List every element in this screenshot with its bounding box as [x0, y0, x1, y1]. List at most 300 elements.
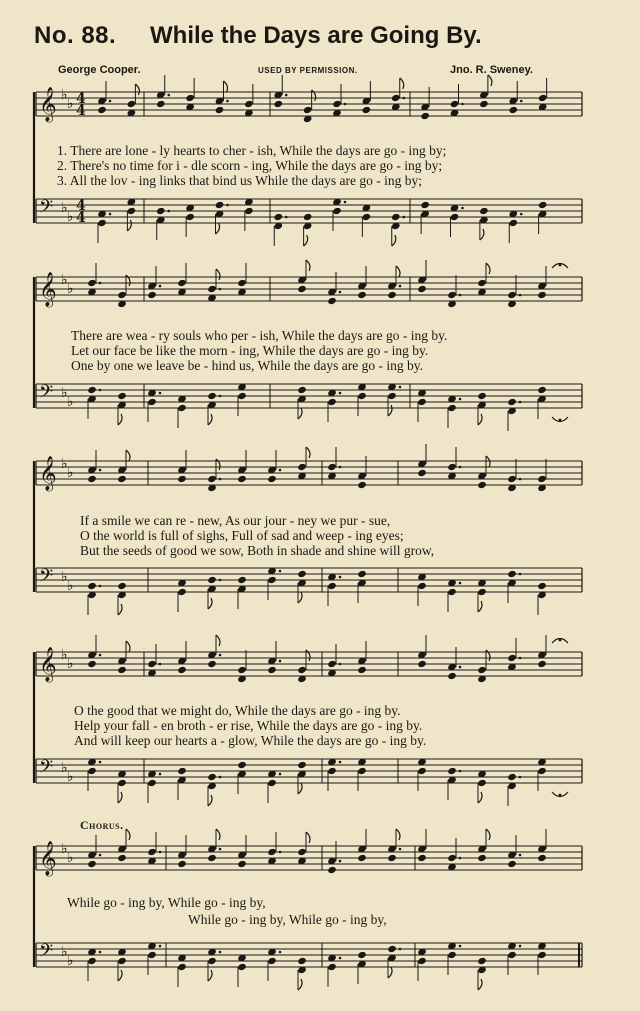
time-signature: 4 [76, 91, 86, 107]
notehead [267, 957, 277, 965]
time-signature: 4 [76, 198, 86, 214]
dot [219, 288, 222, 291]
notehead [477, 666, 487, 674]
verse-line: If a smile we can re - new, As our jour - ney we pur - sue, [80, 513, 391, 528]
permission-note: USED BY PERMISSION. [258, 66, 358, 75]
dot [99, 282, 102, 285]
notehead [177, 475, 187, 483]
dot [279, 773, 282, 776]
note-flag [486, 263, 490, 274]
notehead [450, 100, 460, 108]
notehead [357, 767, 367, 775]
notehead [327, 463, 337, 471]
notehead [508, 106, 518, 114]
notehead [177, 767, 187, 775]
notehead [117, 854, 127, 862]
fermata-dot [559, 264, 562, 267]
note-flag [118, 414, 122, 425]
note-flag [208, 598, 212, 609]
dot [99, 654, 102, 657]
flat-sign: ♭ [61, 87, 68, 103]
note-flag [298, 408, 302, 419]
treble-clef: 𝄞 [39, 647, 57, 682]
dot [399, 948, 402, 951]
dot [459, 857, 462, 860]
notehead [327, 660, 337, 668]
flat-sign: ♭ [67, 394, 74, 410]
note-flag [306, 447, 310, 458]
dot [159, 663, 162, 666]
dot [167, 94, 170, 97]
bass-clef: 𝄢 [39, 757, 54, 782]
notehead [479, 207, 489, 215]
bass-clef: 𝄢 [39, 566, 54, 591]
notehead [237, 392, 247, 400]
flat-sign: ♭ [67, 656, 74, 672]
dot [109, 213, 112, 216]
notehead [507, 951, 517, 959]
note-flag [480, 229, 484, 240]
note-flag [400, 78, 404, 89]
notehead [244, 100, 254, 108]
dot [399, 285, 402, 288]
notehead [447, 463, 457, 471]
note-flag [478, 414, 482, 425]
dot [339, 466, 342, 469]
notehead [117, 666, 127, 674]
flat-sign: ♭ [67, 578, 74, 594]
dot [99, 761, 102, 764]
dot [459, 466, 462, 469]
dot [279, 851, 282, 854]
dot [279, 660, 282, 663]
notehead [237, 279, 247, 287]
notehead [447, 404, 457, 412]
dot [519, 573, 522, 576]
dot [159, 392, 162, 395]
dot [159, 945, 162, 948]
verse-line: 1. There are lone - ly hearts to cher - ish, While the days are go - ing by; [57, 143, 447, 158]
fermata-dot [559, 639, 562, 642]
dot [339, 663, 342, 666]
notehead [237, 761, 247, 769]
flat-sign: ♭ [61, 841, 68, 857]
notehead [327, 582, 337, 590]
note-flag [392, 235, 396, 246]
flat-sign: ♭ [67, 850, 74, 866]
fermata-dot [559, 794, 562, 797]
treble-clef: 𝄞 [39, 272, 57, 307]
dot [159, 851, 162, 854]
lyricist-credit: George Cooper. [58, 64, 141, 76]
dot [109, 100, 112, 103]
notehead [447, 854, 457, 862]
notehead [417, 767, 427, 775]
notehead [357, 392, 367, 400]
notehead [297, 285, 307, 293]
notehead [327, 866, 337, 874]
notehead [387, 291, 397, 299]
notehead [177, 860, 187, 868]
notehead [507, 654, 517, 662]
dot [519, 776, 522, 779]
notehead [147, 779, 157, 787]
notehead [87, 660, 97, 668]
dot [219, 579, 222, 582]
note-flag [488, 75, 492, 86]
notehead [267, 848, 277, 856]
notehead [537, 386, 547, 394]
notehead [447, 588, 457, 596]
note-flag [126, 450, 130, 461]
notehead [207, 773, 217, 781]
note-flag [135, 84, 139, 95]
notehead [387, 854, 397, 862]
note-flag [486, 829, 490, 840]
notehead [267, 576, 277, 584]
dot [399, 386, 402, 389]
dot [279, 469, 282, 472]
bass-clef: 𝄢 [39, 382, 54, 407]
note-flag [486, 456, 490, 467]
bass-clef: 𝄢 [39, 197, 54, 222]
dot [99, 951, 102, 954]
notehead [297, 463, 307, 471]
note-flag [306, 260, 310, 271]
notehead [297, 957, 307, 965]
time-signature: 4 [76, 210, 86, 226]
notehead [117, 291, 127, 299]
notehead [185, 213, 195, 221]
dot [519, 401, 522, 404]
notehead [537, 767, 547, 775]
notehead [507, 570, 517, 578]
flat-sign: ♭ [61, 760, 68, 776]
notehead [267, 779, 277, 787]
dot [344, 201, 347, 204]
notehead [87, 767, 97, 775]
notehead [273, 213, 283, 221]
notehead [297, 848, 307, 856]
note-flag [118, 604, 122, 615]
notehead [450, 213, 460, 221]
notehead [508, 219, 518, 227]
notehead [417, 854, 427, 862]
notehead [507, 475, 517, 483]
notehead [127, 100, 137, 108]
dot [459, 398, 462, 401]
dot [219, 478, 222, 481]
notehead [420, 112, 430, 120]
note-flag [306, 832, 310, 843]
notehead [391, 94, 401, 102]
dot [459, 582, 462, 585]
notehead [538, 201, 548, 209]
dot [99, 389, 102, 392]
chorus-line: While go - ing by, While go - ing by, [67, 895, 266, 910]
notehead [507, 398, 517, 406]
notehead [87, 279, 97, 287]
dot [519, 945, 522, 948]
flat-sign: ♭ [61, 385, 68, 401]
notehead [417, 660, 427, 668]
dot [159, 285, 162, 288]
notehead [477, 279, 487, 287]
note-flag [396, 266, 400, 277]
dot [339, 957, 342, 960]
dot [339, 860, 342, 863]
notehead [237, 475, 247, 483]
chorus-line: While go - ing by, While go - ing by, [188, 912, 387, 927]
notehead [420, 201, 430, 209]
note-flag [216, 829, 220, 840]
composer-credit: Jno. R. Sweney. [450, 64, 533, 76]
dot [402, 216, 405, 219]
dot [219, 951, 222, 954]
notehead [117, 957, 127, 965]
bass-clef: 𝄢 [39, 941, 54, 966]
notehead [447, 767, 457, 775]
notehead [87, 860, 97, 868]
treble-clef: 𝄞 [39, 456, 57, 491]
notehead [117, 582, 127, 590]
notehead [87, 475, 97, 483]
dot [285, 94, 288, 97]
notehead [117, 779, 127, 787]
note-flag [224, 81, 228, 92]
verse-line: There are wea - ry souls who per - ish, While the days are go - ing by. [71, 328, 448, 343]
notehead [387, 945, 397, 953]
notehead [237, 576, 247, 584]
note-flag [216, 269, 220, 280]
verse-line: 2. There's no time for i - dle scorn - ing, While the days are go - ing by; [57, 158, 443, 173]
notehead [177, 666, 187, 674]
notehead [237, 860, 247, 868]
notehead [327, 767, 337, 775]
notehead [537, 475, 547, 483]
flat-sign: ♭ [67, 281, 74, 297]
note-flag [208, 795, 212, 806]
dot [459, 666, 462, 669]
flat-sign: ♭ [61, 272, 68, 288]
notehead [507, 773, 517, 781]
dot [519, 657, 522, 660]
note-flag [118, 970, 122, 981]
dot [459, 770, 462, 773]
flat-sign: ♭ [61, 200, 68, 216]
flat-sign: ♭ [61, 647, 68, 663]
notehead [273, 100, 283, 108]
treble-clef: 𝄞 [39, 841, 57, 876]
flat-sign: ♭ [61, 944, 68, 960]
dot [219, 395, 222, 398]
notehead [357, 291, 367, 299]
notehead [477, 588, 487, 596]
dot [219, 848, 222, 851]
note-flag [126, 829, 130, 840]
notehead [417, 582, 427, 590]
verse-line: Let our face be like the morn - ing, While the days are go - ing by. [71, 343, 429, 358]
dot [459, 294, 462, 297]
note-flag [388, 405, 392, 416]
dot [344, 103, 347, 106]
flat-sign: ♭ [67, 769, 74, 785]
dot [279, 570, 282, 573]
verse-line: But the seeds of good we sow, Both in shade and shine will grow, [80, 543, 435, 558]
notehead [507, 860, 517, 868]
flat-sign: ♭ [61, 569, 68, 585]
note-flag [216, 223, 220, 234]
notehead [477, 779, 487, 787]
notehead [537, 854, 547, 862]
notehead [156, 207, 166, 215]
dot [339, 392, 342, 395]
notehead [147, 660, 157, 668]
notehead [207, 957, 217, 965]
note-flag [127, 220, 131, 231]
dot [519, 478, 522, 481]
notehead [477, 957, 487, 965]
notehead [207, 285, 217, 293]
dot [461, 103, 464, 106]
chorus-label: Chorus. [80, 818, 124, 832]
notehead [447, 951, 457, 959]
note-flag [478, 792, 482, 803]
notehead [477, 392, 487, 400]
notehead [267, 666, 277, 674]
verse-line: And will keep our hearts a - glow, While the days are go - ing by. [74, 733, 427, 748]
notehead [147, 291, 157, 299]
notehead [87, 386, 97, 394]
notehead [297, 570, 307, 578]
notehead [357, 570, 367, 578]
note-flag [478, 601, 482, 612]
flat-sign: ♭ [67, 465, 74, 481]
dot [99, 469, 102, 472]
notehead [447, 672, 457, 680]
dot [402, 97, 405, 100]
notehead [267, 475, 277, 483]
notehead [477, 854, 487, 862]
notehead [327, 398, 337, 406]
dot [519, 854, 522, 857]
hymn-title: While the Days are Going By. [150, 22, 482, 49]
notehead [207, 854, 217, 862]
notehead [391, 213, 401, 221]
notehead [207, 392, 217, 400]
flat-sign: ♭ [67, 96, 74, 112]
notehead [538, 94, 548, 102]
notehead [387, 392, 397, 400]
notehead [297, 666, 307, 674]
notehead [97, 106, 107, 114]
notehead [332, 207, 342, 215]
notehead [177, 404, 187, 412]
verse-line: One by one we leave be - hind us, While the days are go - ing by. [71, 358, 424, 373]
notehead [244, 207, 254, 215]
notehead [357, 854, 367, 862]
notehead [537, 951, 547, 959]
notehead [332, 100, 342, 108]
dot [519, 294, 522, 297]
dot [520, 213, 523, 216]
notehead [303, 106, 313, 114]
notehead [417, 469, 427, 477]
note-flag [304, 235, 308, 246]
notehead [127, 207, 137, 215]
dot [461, 207, 464, 210]
note-flag [126, 641, 130, 652]
notehead [357, 666, 367, 674]
note-flag [216, 635, 220, 646]
notehead [237, 963, 247, 971]
notehead [207, 660, 217, 668]
note-flag [298, 592, 302, 603]
notehead [97, 219, 107, 227]
notehead [237, 666, 247, 674]
notehead [207, 475, 217, 483]
flat-sign: ♭ [67, 953, 74, 969]
verse-line: O the good that we might do, While the days are go - ing by. [74, 703, 401, 718]
notehead [479, 100, 489, 108]
notehead [327, 297, 337, 305]
note-flag [118, 792, 122, 803]
notehead [477, 481, 487, 489]
notehead [147, 848, 157, 856]
dot [520, 100, 523, 103]
notehead [117, 392, 127, 400]
notehead [507, 291, 517, 299]
dot [219, 776, 222, 779]
notehead [327, 963, 337, 971]
dot [99, 854, 102, 857]
dot [167, 210, 170, 213]
dot [459, 945, 462, 948]
notehead [147, 951, 157, 959]
time-signature: 4 [76, 103, 86, 119]
notehead [537, 582, 547, 590]
notehead [362, 106, 372, 114]
note-flag [208, 414, 212, 425]
notehead [215, 106, 225, 114]
dot [339, 761, 342, 764]
fermata-dot [559, 419, 562, 422]
dot [99, 585, 102, 588]
dot [285, 216, 288, 219]
notehead [177, 279, 187, 287]
verse-line: Help your fall - en broth - er rise, While the days are go - ing by. [74, 718, 423, 733]
dot [399, 848, 402, 851]
notehead [87, 957, 97, 965]
notehead [303, 213, 313, 221]
note-flag [298, 783, 302, 794]
notehead [537, 660, 547, 668]
note-flag [388, 967, 392, 978]
notehead [362, 213, 372, 221]
notehead [417, 957, 427, 965]
notehead [537, 291, 547, 299]
verse-line: O the world is full of sighs, Full of sad and weep - ing eyes; [80, 528, 404, 543]
hymn-number: No. 88. [34, 22, 117, 49]
treble-clef: 𝄞 [39, 87, 57, 122]
notehead [297, 761, 307, 769]
notehead [215, 201, 225, 209]
notehead [417, 398, 427, 406]
notehead [417, 285, 427, 293]
notehead [177, 963, 187, 971]
notehead [357, 481, 367, 489]
dot [339, 291, 342, 294]
